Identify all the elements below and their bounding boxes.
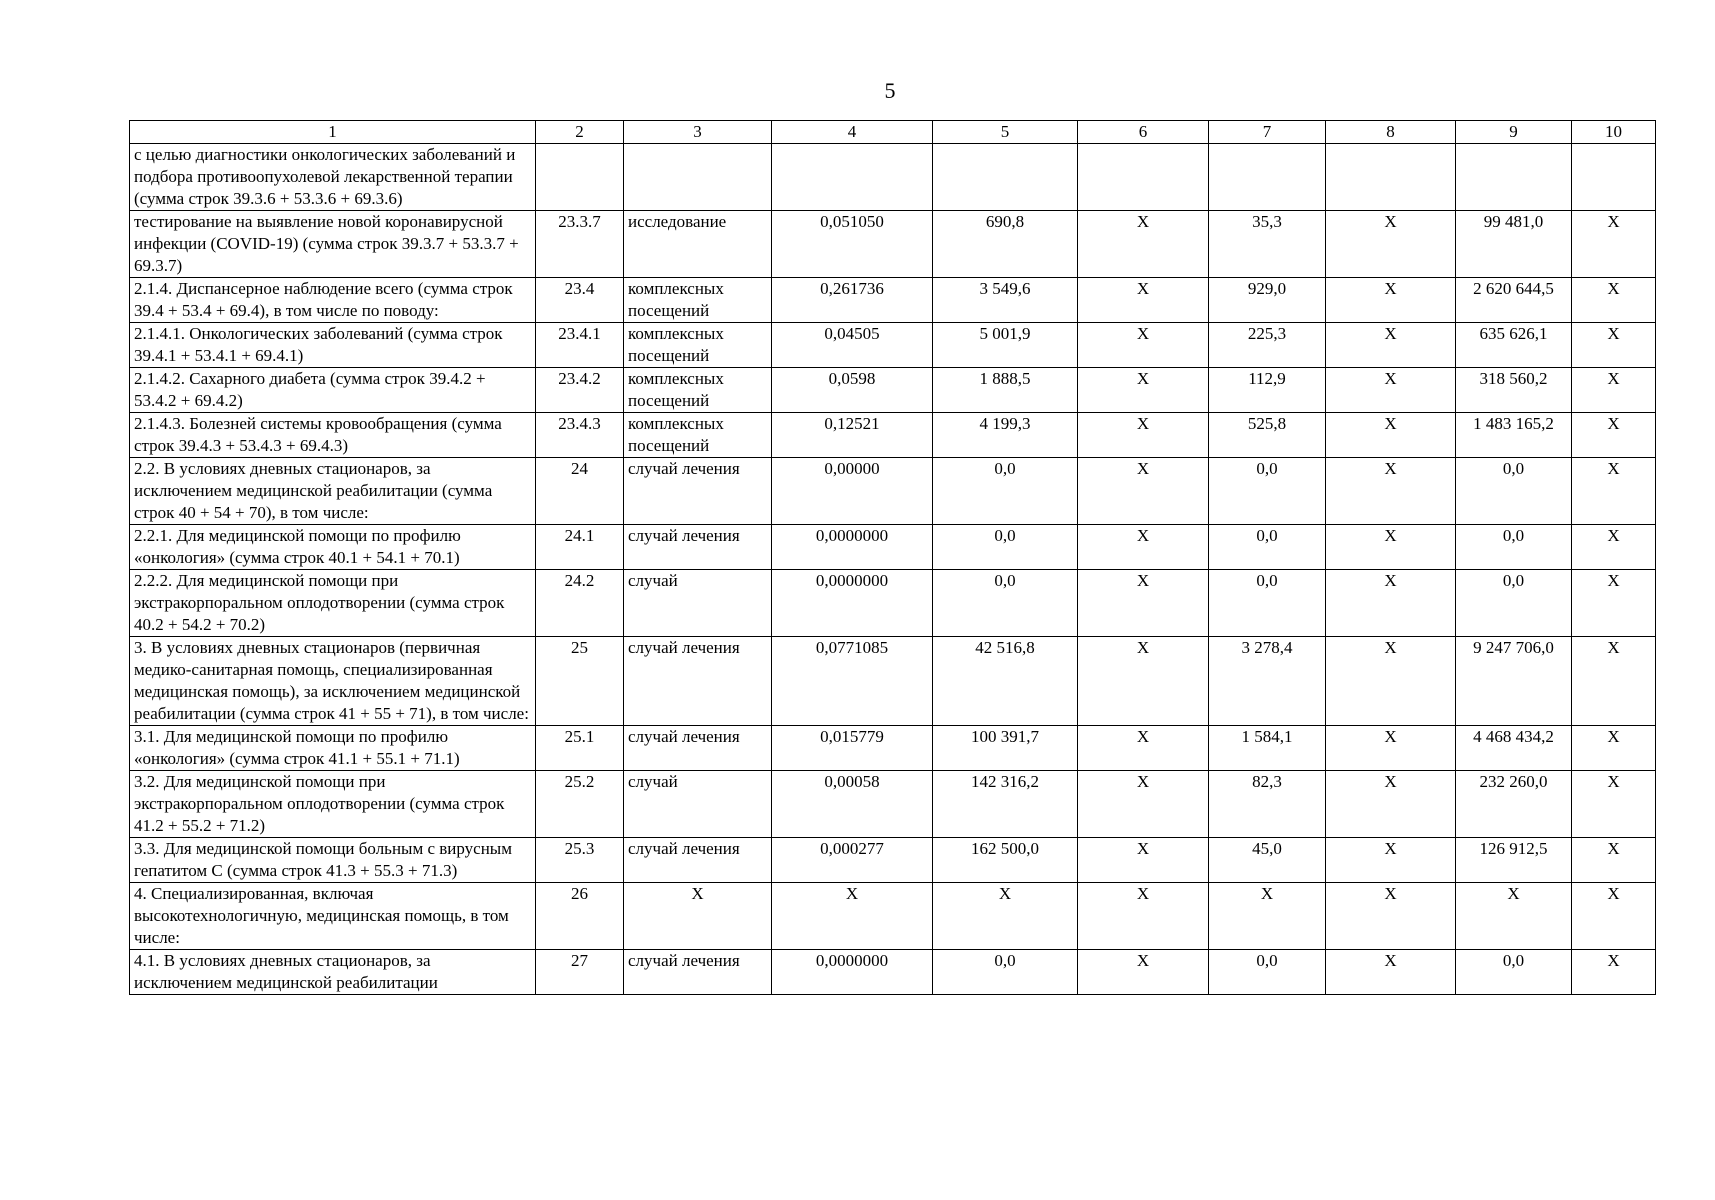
table-cell-col-8: X — [1326, 211, 1456, 278]
table-cell-col-8 — [1326, 144, 1456, 211]
table-cell-col-1: 3. В условиях дневных стационаров (первичная медико-санитарная помощь, специализированная медицинская помощь), за исключением медицинской реабилитации (сумма строк 41 + 55 + 71), в том числе: — [130, 637, 536, 726]
table-cell-col-6: X — [1078, 570, 1209, 637]
column-header-10: 10 — [1572, 121, 1656, 144]
table-cell-col-3: случай лечения — [624, 525, 772, 570]
table-cell-col-2: 24.1 — [536, 525, 624, 570]
table-cell-col-9: 635 626,1 — [1456, 323, 1572, 368]
table-cell-col-8: X — [1326, 883, 1456, 950]
table-cell-col-10: X — [1572, 771, 1656, 838]
table-cell-col-6: X — [1078, 323, 1209, 368]
table-cell-col-6: X — [1078, 368, 1209, 413]
table-cell-col-7: 0,0 — [1209, 525, 1326, 570]
table-cell-col-4: 0,261736 — [772, 278, 933, 323]
page-number: 5 — [884, 78, 896, 103]
table-cell-col-4: 0,000277 — [772, 838, 933, 883]
column-header-4: 4 — [772, 121, 933, 144]
table-cell-col-4: 0,04505 — [772, 323, 933, 368]
table-cell-col-6: X — [1078, 883, 1209, 950]
table-cell-col-4: 0,12521 — [772, 413, 933, 458]
table-cell-col-3: случай лечения — [624, 726, 772, 771]
table-cell-col-7: X — [1209, 883, 1326, 950]
table-cell-col-6: X — [1078, 413, 1209, 458]
table-cell-col-2: 23.4.3 — [536, 413, 624, 458]
table-cell-col-10: X — [1572, 368, 1656, 413]
column-header-1: 1 — [130, 121, 536, 144]
column-header-3: 3 — [624, 121, 772, 144]
table-cell-col-8: X — [1326, 323, 1456, 368]
table-cell-col-3: комплексных посещений — [624, 413, 772, 458]
table-cell-col-5: 0,0 — [933, 950, 1078, 995]
table-cell-col-7: 0,0 — [1209, 950, 1326, 995]
table-row — [130, 144, 1656, 211]
table-cell-col-2: 23.4.1 — [536, 323, 624, 368]
table-cell-col-7: 929,0 — [1209, 278, 1326, 323]
table-cell-col-2: 25.1 — [536, 726, 624, 771]
table-row — [130, 413, 1656, 458]
table-cell-col-2: 26 — [536, 883, 624, 950]
table-cell-col-10: X — [1572, 570, 1656, 637]
table-cell-col-2: 23.3.7 — [536, 211, 624, 278]
table-cell-col-9: X — [1456, 883, 1572, 950]
table-row — [130, 525, 1656, 570]
table-cell-col-2: 25 — [536, 637, 624, 726]
table-cell-col-4: 0,0000000 — [772, 525, 933, 570]
table-cell-col-4: X — [772, 883, 933, 950]
table-cell-col-9: 232 260,0 — [1456, 771, 1572, 838]
table-cell-col-5: 100 391,7 — [933, 726, 1078, 771]
table-cell-col-10: X — [1572, 838, 1656, 883]
table-cell-col-9: 0,0 — [1456, 525, 1572, 570]
table-cell-col-7: 82,3 — [1209, 771, 1326, 838]
table-cell-col-8: X — [1326, 637, 1456, 726]
table-row — [130, 458, 1656, 525]
table-cell-col-8: X — [1326, 413, 1456, 458]
table-cell-col-6: X — [1078, 211, 1209, 278]
table-cell-col-9: 126 912,5 — [1456, 838, 1572, 883]
table-cell-col-6: X — [1078, 838, 1209, 883]
table-row — [130, 637, 1656, 726]
table-cell-col-7: 0,0 — [1209, 570, 1326, 637]
table-cell-col-10: X — [1572, 278, 1656, 323]
table-cell-col-9: 2 620 644,5 — [1456, 278, 1572, 323]
table-cell-col-10: X — [1572, 413, 1656, 458]
table-cell-col-9 — [1456, 144, 1572, 211]
table-cell-col-2: 25.3 — [536, 838, 624, 883]
table-cell-col-3: случай — [624, 570, 772, 637]
table-cell-col-5: 1 888,5 — [933, 368, 1078, 413]
table-cell-col-8: X — [1326, 771, 1456, 838]
table-cell-col-8: X — [1326, 838, 1456, 883]
table-row — [130, 323, 1656, 368]
table-cell-col-2: 24.2 — [536, 570, 624, 637]
table-cell-col-2 — [536, 144, 624, 211]
table-cell-col-5: X — [933, 883, 1078, 950]
table-row — [130, 368, 1656, 413]
table-cell-col-5: 0,0 — [933, 525, 1078, 570]
table-cell-col-10: X — [1572, 458, 1656, 525]
table-cell-col-9: 9 247 706,0 — [1456, 637, 1572, 726]
table-cell-col-9: 1 483 165,2 — [1456, 413, 1572, 458]
table-cell-col-9: 99 481,0 — [1456, 211, 1572, 278]
table-cell-col-1: 4. Специализированная, включая высокотехнологичную, медицинская помощь, в том числе: — [130, 883, 536, 950]
table-cell-col-6: X — [1078, 950, 1209, 995]
table-cell-col-5: 3 549,6 — [933, 278, 1078, 323]
table-cell-col-1: тестирование на выявление новой коронавирусной инфекции (COVID-19) (сумма строк 39.3.7 + 53.3.7 + 69.3.7) — [130, 211, 536, 278]
table-cell-col-4: 0,00000 — [772, 458, 933, 525]
table-cell-col-6: X — [1078, 278, 1209, 323]
table-cell-col-5 — [933, 144, 1078, 211]
table-cell-col-10: X — [1572, 525, 1656, 570]
table-cell-col-6: X — [1078, 771, 1209, 838]
table-row — [130, 950, 1656, 995]
column-header-8: 8 — [1326, 121, 1456, 144]
table-cell-col-1: 2.1.4. Диспансерное наблюдение всего (сумма строк 39.4 + 53.4 + 69.4), в том числе по поводу: — [130, 278, 536, 323]
table-cell-col-5: 42 516,8 — [933, 637, 1078, 726]
table-cell-col-7: 525,8 — [1209, 413, 1326, 458]
table-cell-col-8: X — [1326, 570, 1456, 637]
table-cell-col-3: X — [624, 883, 772, 950]
table-cell-col-1: 2.2. В условиях дневных стационаров, за исключением медицинской реабилитации (сумма строк 40 + 54 + 70), в том числе: — [130, 458, 536, 525]
table-cell-col-10: X — [1572, 323, 1656, 368]
table-cell-col-10: X — [1572, 883, 1656, 950]
table-cell-col-8: X — [1326, 458, 1456, 525]
table-cell-col-10: X — [1572, 726, 1656, 771]
table-cell-col-3: случай лечения — [624, 458, 772, 525]
table-cell-col-4: 0,015779 — [772, 726, 933, 771]
table-cell-col-7: 35,3 — [1209, 211, 1326, 278]
table-cell-col-8: X — [1326, 278, 1456, 323]
table-row — [130, 838, 1656, 883]
table-cell-col-1: 4.1. В условиях дневных стационаров, за исключением медицинской реабилитации — [130, 950, 536, 995]
table-row — [130, 211, 1656, 278]
table-cell-col-4: 0,0598 — [772, 368, 933, 413]
table-cell-col-6: X — [1078, 726, 1209, 771]
table-cell-col-7: 225,3 — [1209, 323, 1326, 368]
table-cell-col-6: X — [1078, 637, 1209, 726]
table-cell-col-9: 0,0 — [1456, 458, 1572, 525]
table-cell-col-3: случай лечения — [624, 838, 772, 883]
table-row — [130, 570, 1656, 637]
table-cell-col-4: 0,0771085 — [772, 637, 933, 726]
table-cell-col-5: 5 001,9 — [933, 323, 1078, 368]
table-cell-col-1: с целью диагностики онкологических заболеваний и подбора противоопухолевой лекарственной терапии (сумма строк 39.3.6 + 53.3.6 + 69.3.6) — [130, 144, 536, 211]
data-table — [129, 120, 1656, 995]
table-cell-col-3: исследование — [624, 211, 772, 278]
column-header-5: 5 — [933, 121, 1078, 144]
table-cell-col-4: 0,0000000 — [772, 950, 933, 995]
column-header-9: 9 — [1456, 121, 1572, 144]
table-cell-col-10: X — [1572, 211, 1656, 278]
table-cell-col-2: 24 — [536, 458, 624, 525]
table-row — [130, 771, 1656, 838]
table-cell-col-10 — [1572, 144, 1656, 211]
table-cell-col-1: 2.2.1. Для медицинской помощи по профилю «онкология» (сумма строк 40.1 + 54.1 + 70.1) — [130, 525, 536, 570]
table-cell-col-8: X — [1326, 525, 1456, 570]
table-cell-col-5: 0,0 — [933, 458, 1078, 525]
table-cell-col-4: 0,0000000 — [772, 570, 933, 637]
table-cell-col-3: случай лечения — [624, 950, 772, 995]
table-cell-col-3: комплексных посещений — [624, 323, 772, 368]
table-cell-col-7: 1 584,1 — [1209, 726, 1326, 771]
table-cell-col-7: 45,0 — [1209, 838, 1326, 883]
table-cell-col-7: 3 278,4 — [1209, 637, 1326, 726]
table-cell-col-9: 0,0 — [1456, 950, 1572, 995]
table-cell-col-7 — [1209, 144, 1326, 211]
table-cell-col-5: 162 500,0 — [933, 838, 1078, 883]
table-cell-col-5: 4 199,3 — [933, 413, 1078, 458]
table-cell-col-4: 0,00058 — [772, 771, 933, 838]
table-row — [130, 883, 1656, 950]
table-cell-col-1: 3.1. Для медицинской помощи по профилю «онкология» (сумма строк 41.1 + 55.1 + 71.1) — [130, 726, 536, 771]
table-row — [130, 726, 1656, 771]
table-cell-col-4: 0,051050 — [772, 211, 933, 278]
table-cell-col-8: X — [1326, 950, 1456, 995]
header-row — [130, 121, 1656, 144]
table-cell-col-10: X — [1572, 950, 1656, 995]
table-cell-col-5: 142 316,2 — [933, 771, 1078, 838]
table-cell-col-2: 25.2 — [536, 771, 624, 838]
table-cell-col-3: случай — [624, 771, 772, 838]
table-cell-col-9: 4 468 434,2 — [1456, 726, 1572, 771]
table-cell-col-8: X — [1326, 726, 1456, 771]
table-cell-col-7: 112,9 — [1209, 368, 1326, 413]
table-cell-col-6: X — [1078, 525, 1209, 570]
column-header-7: 7 — [1209, 121, 1326, 144]
table-cell-col-5: 690,8 — [933, 211, 1078, 278]
column-header-6: 6 — [1078, 121, 1209, 144]
table-cell-col-3 — [624, 144, 772, 211]
table-row — [130, 278, 1656, 323]
table-cell-col-1: 2.2.2. Для медицинской помощи при экстракорпоральном оплодотворении (сумма строк 40.2 + 54.2 + 70.2) — [130, 570, 536, 637]
table-cell-col-3: комплексных посещений — [624, 368, 772, 413]
table-cell-col-1: 2.1.4.1. Онкологических заболеваний (сумма строк 39.4.1 + 53.4.1 + 69.4.1) — [130, 323, 536, 368]
table-cell-col-2: 23.4.2 — [536, 368, 624, 413]
table-cell-col-1: 3.3. Для медицинской помощи больным с вирусным гепатитом С (сумма строк 41.3 + 55.3 + 71.3) — [130, 838, 536, 883]
table-cell-col-2: 27 — [536, 950, 624, 995]
table-cell-col-1: 2.1.4.3. Болезней системы кровообращения (сумма строк 39.4.3 + 53.4.3 + 69.4.3) — [130, 413, 536, 458]
column-header-2: 2 — [536, 121, 624, 144]
table-cell-col-3: комплексных посещений — [624, 278, 772, 323]
table-cell-col-1: 2.1.4.2. Сахарного диабета (сумма строк 39.4.2 + 53.4.2 + 69.4.2) — [130, 368, 536, 413]
table-cell-col-9: 318 560,2 — [1456, 368, 1572, 413]
table-cell-col-9: 0,0 — [1456, 570, 1572, 637]
table-cell-col-3: случай лечения — [624, 637, 772, 726]
table-cell-col-1: 3.2. Для медицинской помощи при экстракорпоральном оплодотворении (сумма строк 41.2 + 55.2 + 71.2) — [130, 771, 536, 838]
table-cell-col-5: 0,0 — [933, 570, 1078, 637]
table-cell-col-10: X — [1572, 637, 1656, 726]
table-body — [130, 144, 1656, 995]
table-cell-col-6: X — [1078, 458, 1209, 525]
table-cell-col-8: X — [1326, 368, 1456, 413]
table-cell-col-6 — [1078, 144, 1209, 211]
table-cell-col-4 — [772, 144, 933, 211]
table-cell-col-2: 23.4 — [536, 278, 624, 323]
table-cell-col-7: 0,0 — [1209, 458, 1326, 525]
